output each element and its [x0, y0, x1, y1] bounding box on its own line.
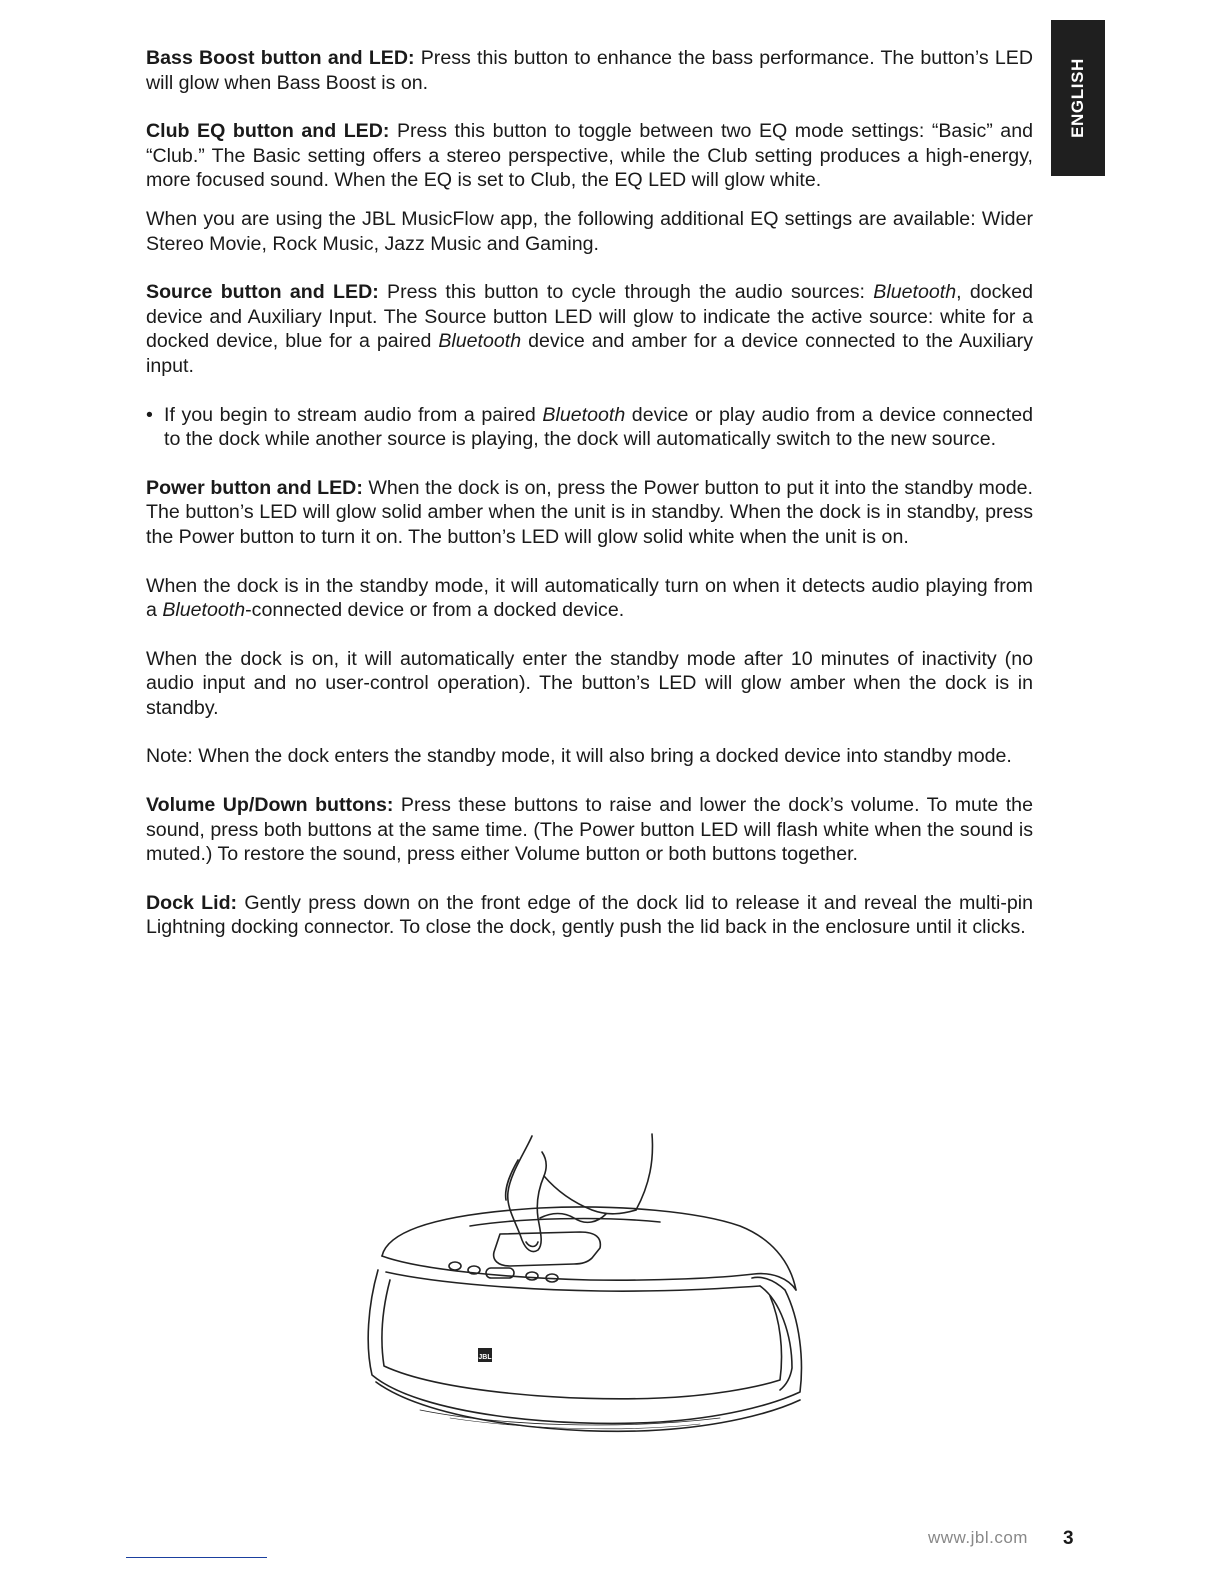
finger-nail — [526, 1242, 538, 1247]
bass-boost-paragraph — [146, 46, 1033, 95]
jbl-logo-text: JBL — [478, 1354, 492, 1361]
standby-wake-italic: Bluetooth — [162, 599, 246, 622]
volume-text: Press these buttons to raise and lower the dock’s volume. To mute the sound, press both buttons at the same time. (The Power button LED will flash white when the sound is muted.) To restore the sound, press either Volume button or both buttons together. — [146, 794, 1033, 866]
grille-panel — [382, 1280, 782, 1399]
dock-lid-heading: Dock Lid: — [146, 891, 238, 914]
bullet-text-2: device or play audio from a device connected to the dock while another source is playing, the dock will automatically switch to the new source. — [164, 403, 1033, 451]
grille-top — [386, 1272, 760, 1291]
footer-rule — [126, 1557, 267, 1558]
note-text: Note: When the dock enters the standby mode, it will also bring a docked device into standby mode. — [146, 745, 1012, 768]
source-paragraph — [146, 280, 1033, 378]
power-text: When the dock is on, press the Power button to put it into the standby mode. The button’s LED will glow solid amber when the unit is in standby. When the dock is in standby, press the Power button to turn it on. The button’s LED will glow solid white when the unit is on. — [146, 476, 1033, 548]
thumb — [636, 1134, 652, 1210]
dock-illustration — [360, 1130, 820, 1480]
power-paragraph — [146, 476, 1033, 550]
page-number: 3 — [1063, 1528, 1074, 1549]
bass-boost-text: Press this button to enhance the bass performance. The button’s LED will glow when Bass Boost is on. — [146, 47, 1033, 94]
note-paragraph — [146, 744, 1033, 769]
power-heading: Power button and LED: — [146, 476, 363, 499]
musicflow-text: When you are using the JBL MusicFlow app, the following additional EQ settings are available: Wider Stereo Movie, Rock Music, Jazz Music and Gaming. — [146, 207, 1033, 255]
dock-lid-text: Gently press down on the front edge of the dock lid to release it and reveal the multi-pin Lightning docking connector. To close the dock, gently push the lid back in the enclosure until it clicks. — [146, 891, 1034, 939]
auto-switch-bullet — [146, 403, 1033, 452]
dock-body-outline — [368, 1270, 801, 1423]
top-recess — [470, 1219, 660, 1226]
auto-standby-text: When the dock is on, it will automatically enter the standby mode after 10 minutes of inactivity (no audio input and no user-control operation). The button’s LED will glow amber when the dock is in standby. — [146, 647, 1033, 719]
bullet-text — [164, 403, 1033, 452]
source-italic-2: Bluetooth — [438, 330, 522, 353]
club-eq-heading: Club EQ button and LED: — [146, 120, 390, 143]
dock-lid-paragraph — [146, 891, 1033, 940]
source-text-2: , docked device and Auxiliary Input. The Source button LED will glow to indicate the active source: white for a docked device, blue for a paired — [146, 281, 1034, 353]
source-heading: Source button and LED: — [146, 281, 379, 304]
auto-standby-paragraph — [146, 647, 1033, 721]
bullet-italic: Bluetooth — [542, 403, 626, 426]
manual-text-body — [146, 46, 1033, 940]
volume-paragraph — [146, 793, 1033, 867]
source-text-3: device and amber for a device connected to the Auxiliary input. — [146, 330, 1033, 377]
end-cap — [760, 1286, 792, 1390]
bullet-mark: • — [146, 403, 153, 426]
language-tab-label: ENGLISH — [1068, 58, 1087, 138]
dock-top-outline — [382, 1207, 796, 1290]
standby-wake-text-2: -connected device or from a docked device. — [245, 599, 625, 622]
footer-url[interactable]: www.jbl.com — [928, 1528, 1028, 1547]
club-eq-paragraph — [146, 119, 1033, 193]
language-tab — [1051, 20, 1105, 176]
source-text-1: Press this button to cycle through the audio sources: — [378, 281, 874, 304]
button-1 — [449, 1262, 461, 1270]
button-4 — [526, 1272, 538, 1280]
standby-wake-text-1: When the dock is in the standby mode, it will automatically turn on when it detects audio playing from a — [146, 574, 1033, 622]
bullet-text-1: If you begin to stream audio from a paired — [164, 403, 543, 426]
volume-heading: Volume Up/Down buttons: — [146, 794, 394, 817]
club-eq-text: Press this button to toggle between two EQ mode settings: “Basic” and “Club.” The Basic setting offers a stereo perspective, while the Club setting produces a high-energy, more focused sound. When the EQ is set to Club, the EQ LED will glow white. — [146, 120, 1034, 192]
standby-wake-paragraph — [146, 574, 1033, 623]
source-italic-1: Bluetooth — [873, 281, 957, 304]
musicflow-paragraph — [146, 207, 1033, 256]
dock-lid-panel — [494, 1232, 601, 1266]
bass-boost-heading: Bass Boost button and LED: — [146, 47, 415, 69]
